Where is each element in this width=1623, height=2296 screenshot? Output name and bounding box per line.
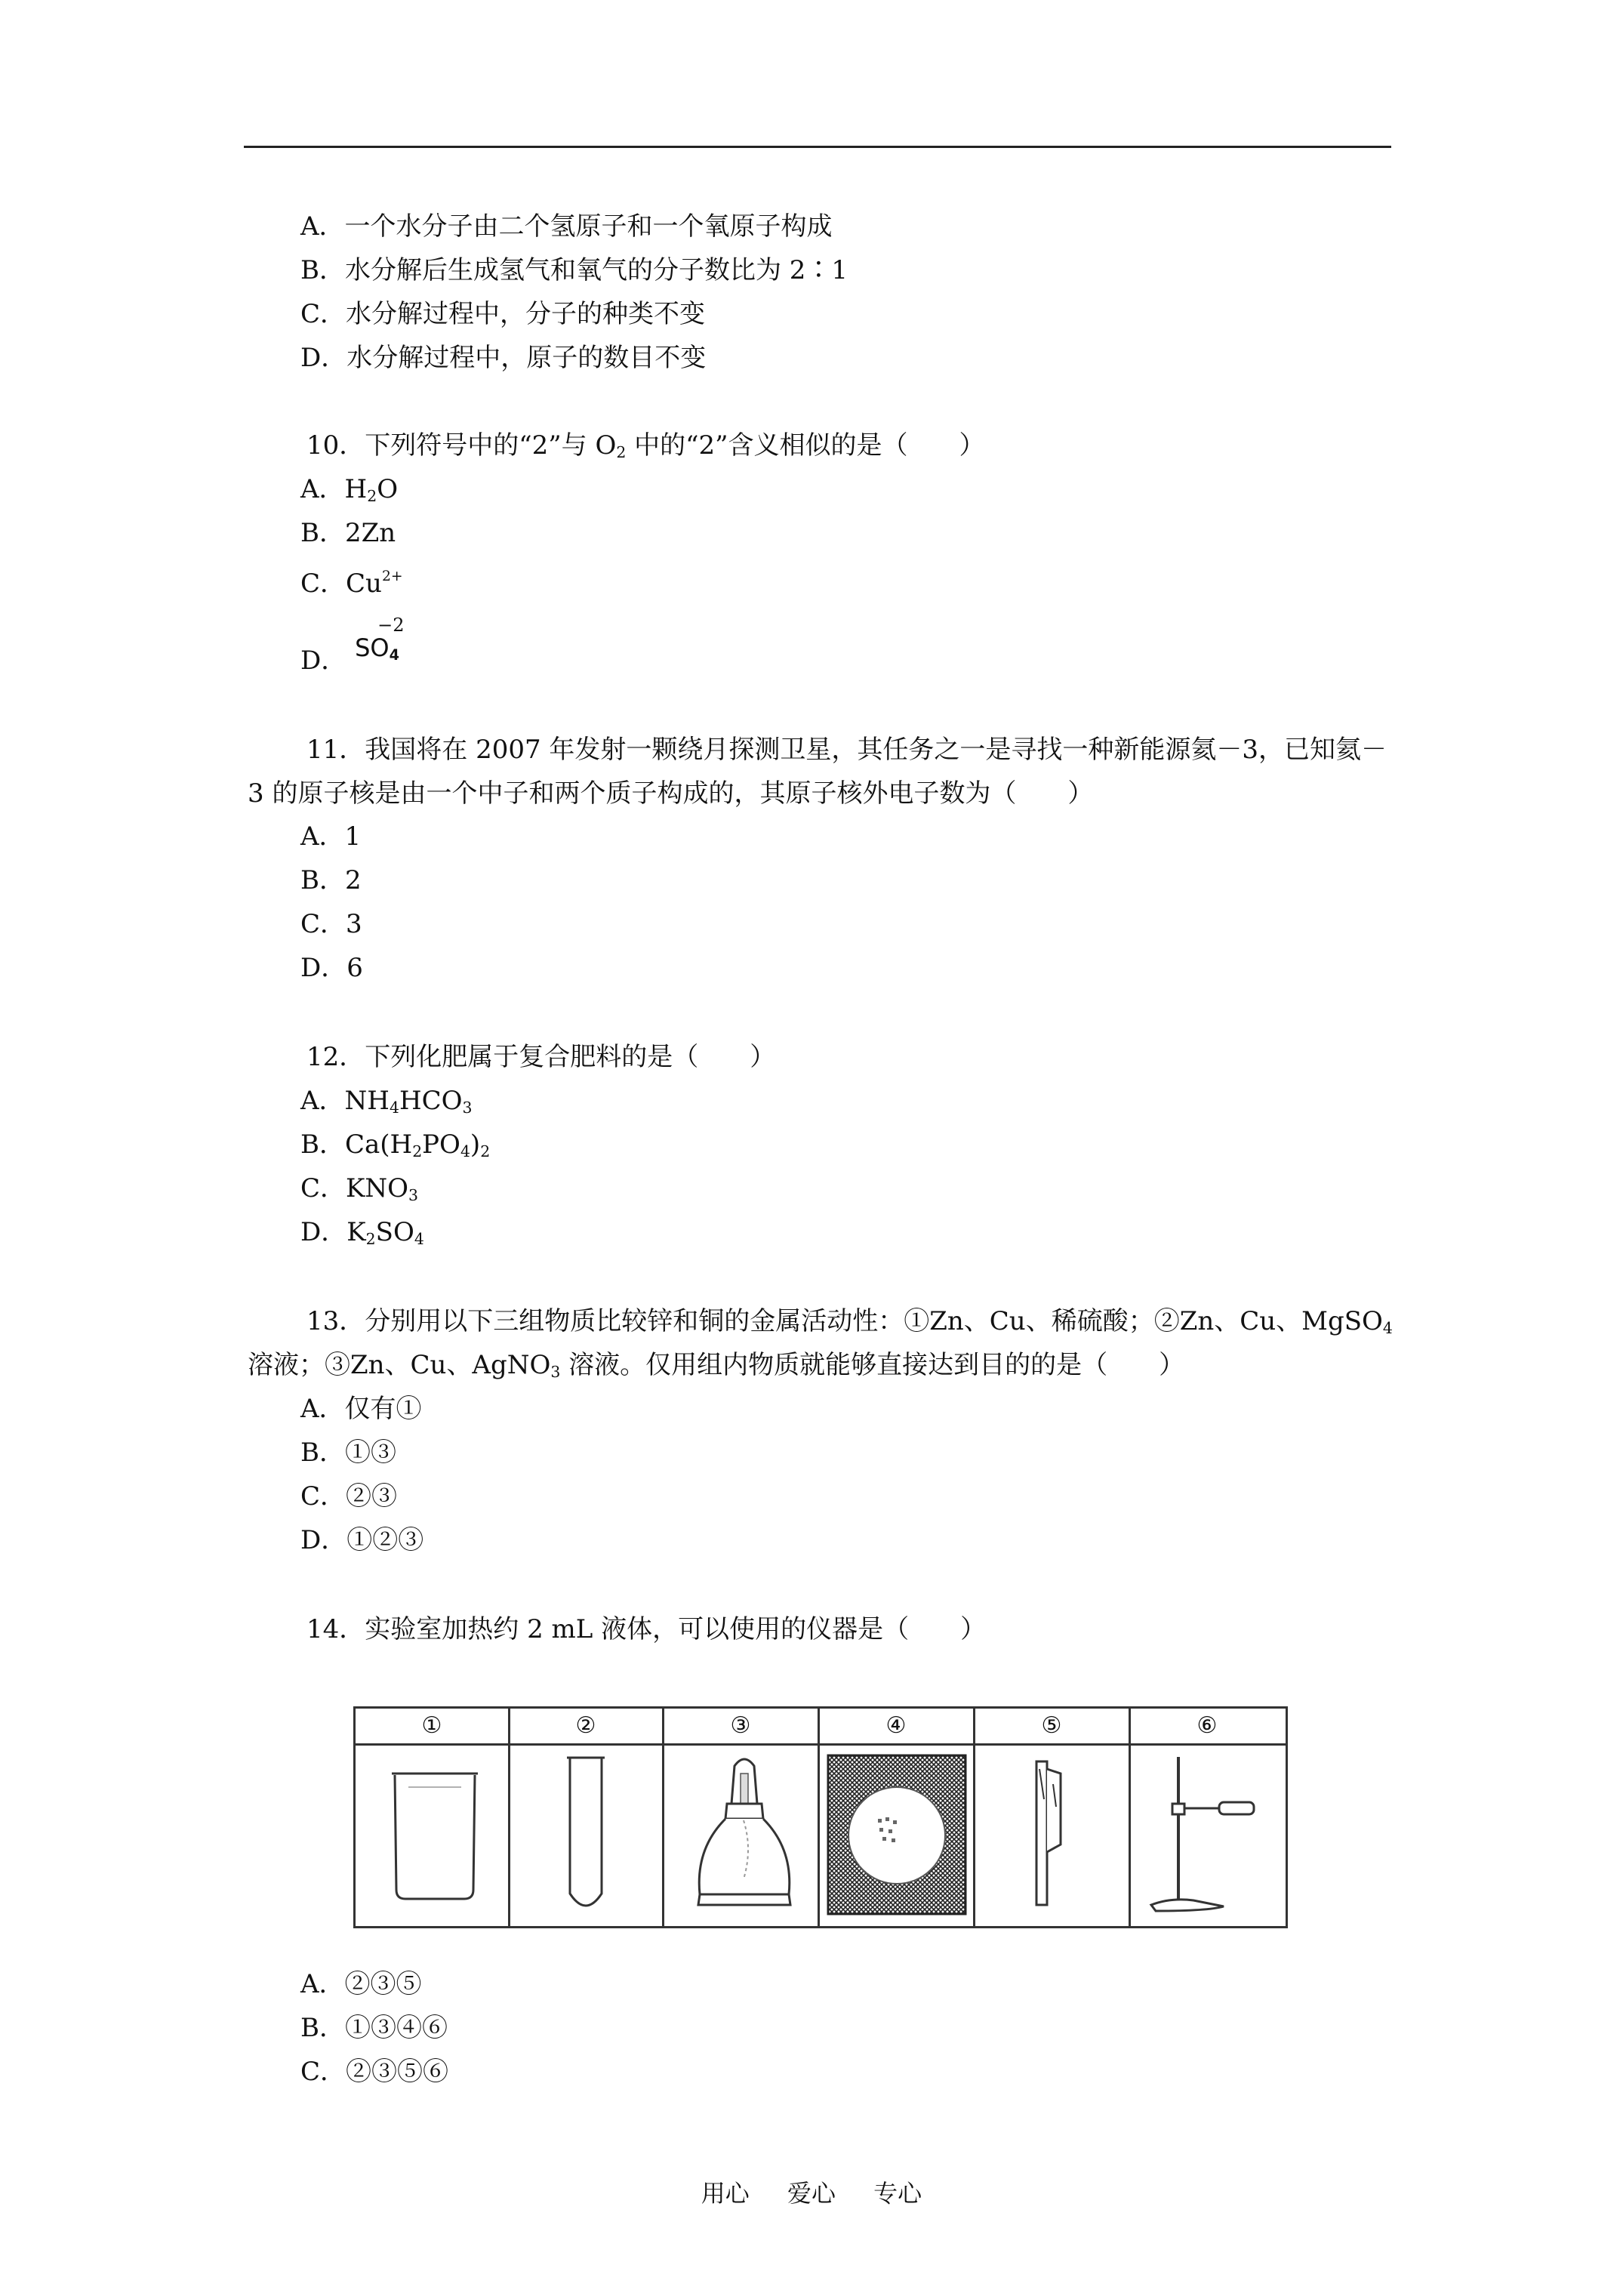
test-tube-holder-icon: [1006, 1754, 1097, 1918]
q10-option-b: B．2Zn: [300, 518, 396, 548]
page-footer: [0, 2174, 1623, 2209]
q9-option-b: B．水分解后生成氢气和氧气的分子数比为 2∶1: [300, 255, 848, 285]
beaker-icon: [386, 1754, 484, 1912]
q12-option-d: D．$K_2SO_4$: [300, 1217, 424, 1249]
apparatus-table: [353, 1706, 1288, 1928]
header-rule: [244, 146, 1391, 148]
sulfate-valence-formula: [355, 615, 405, 669]
iron-stand-icon: [1141, 1752, 1277, 1918]
q11-option-c: C．3: [300, 909, 362, 939]
q9-option-c: C．水分解过程中，分子的种类不变: [300, 299, 706, 329]
apparatus-label-5: ⑤: [1041, 1712, 1062, 1739]
q12-option-b: B．$Ca(H_2PO_4)_2$: [300, 1130, 491, 1161]
q12-stem: 12．下列化肥属于复合肥料的是（ ）: [306, 1042, 776, 1072]
q11-option-d: D．6: [300, 953, 363, 983]
valence-mark: −2: [377, 615, 405, 636]
q13-stem-line1: 13．分别用以下三组物质比较锌和铜的金属活动性：①Zn、Cu、稀硫酸；②Zn、Cu、MgSO$_4$: [306, 1306, 1393, 1338]
q13-option-a: A．仅有①: [300, 1394, 422, 1424]
q9-option-a: A．一个水分子由二个氢原子和一个氧原子构成: [300, 211, 833, 242]
q10-option-a: A．$H_2O$: [300, 474, 399, 506]
apparatus-label-6: ⑥: [1196, 1712, 1218, 1739]
q11-stem: 11．我国将在 2007 年发射一颗绕月探测卫星，其任务之一是寻找一种新能源氦－3，已知氦－3 的原子核是由一个中子和两个质子构成的，其原子核外电子数为（ ）: [248, 735, 1387, 809]
apparatus-label-3: ③: [730, 1712, 751, 1739]
q13-option-b: B．①③: [300, 1438, 396, 1468]
q14-option-c: C．②③⑤⑥: [300, 2057, 449, 2087]
q9-option-d: D．水分解过程中，原子的数目不变: [300, 343, 707, 373]
test-tube-icon: [552, 1750, 620, 1916]
apparatus-label-1: ①: [421, 1712, 442, 1739]
q13-option-d: D．①②③: [300, 1525, 424, 1555]
q14-stem: 14．实验室加热约 2 mL 液体，可以使用的仪器是（ ）: [306, 1614, 987, 1644]
q11-option-b: B．2: [300, 865, 362, 895]
q12-option-c: C．$KNO_3$: [300, 1173, 419, 1205]
q12-option-a: A．$NH_4HCO_3$: [300, 1086, 473, 1117]
q10-stem: 10．下列符号中的“2”与 $O_2$ 中的“2”含义相似的是（ ）: [306, 430, 985, 462]
apparatus-label-4: ④: [885, 1712, 907, 1739]
footer-word: 爱心: [787, 2179, 836, 2208]
alcohol-lamp-icon: [688, 1751, 801, 1917]
q13-option-c: C．②③: [300, 1481, 398, 1512]
q13-stem-line2: 溶液；③Zn、Cu、AgNO$_3$ 溶液。仅用组内物质就能够直接达到目的的是（ ）: [248, 1350, 1185, 1382]
asbestos-gauze-icon: [825, 1751, 969, 1918]
q10-option-c: C．$Cu^{2+}$: [300, 568, 403, 599]
apparatus-label-2: ②: [575, 1712, 596, 1739]
footer-word: 专心: [873, 2179, 922, 2208]
q14-option-a: A．②③⑤: [300, 1969, 422, 1999]
q14-option-b: B．①③④⑥: [300, 2013, 448, 2043]
formula-main: $SO_4$: [355, 633, 399, 664]
q10-option-d: D． −2 $SO_4$: [300, 639, 403, 676]
q11-option-a: A．1: [300, 821, 362, 852]
footer-word: 用心: [701, 2179, 750, 2208]
